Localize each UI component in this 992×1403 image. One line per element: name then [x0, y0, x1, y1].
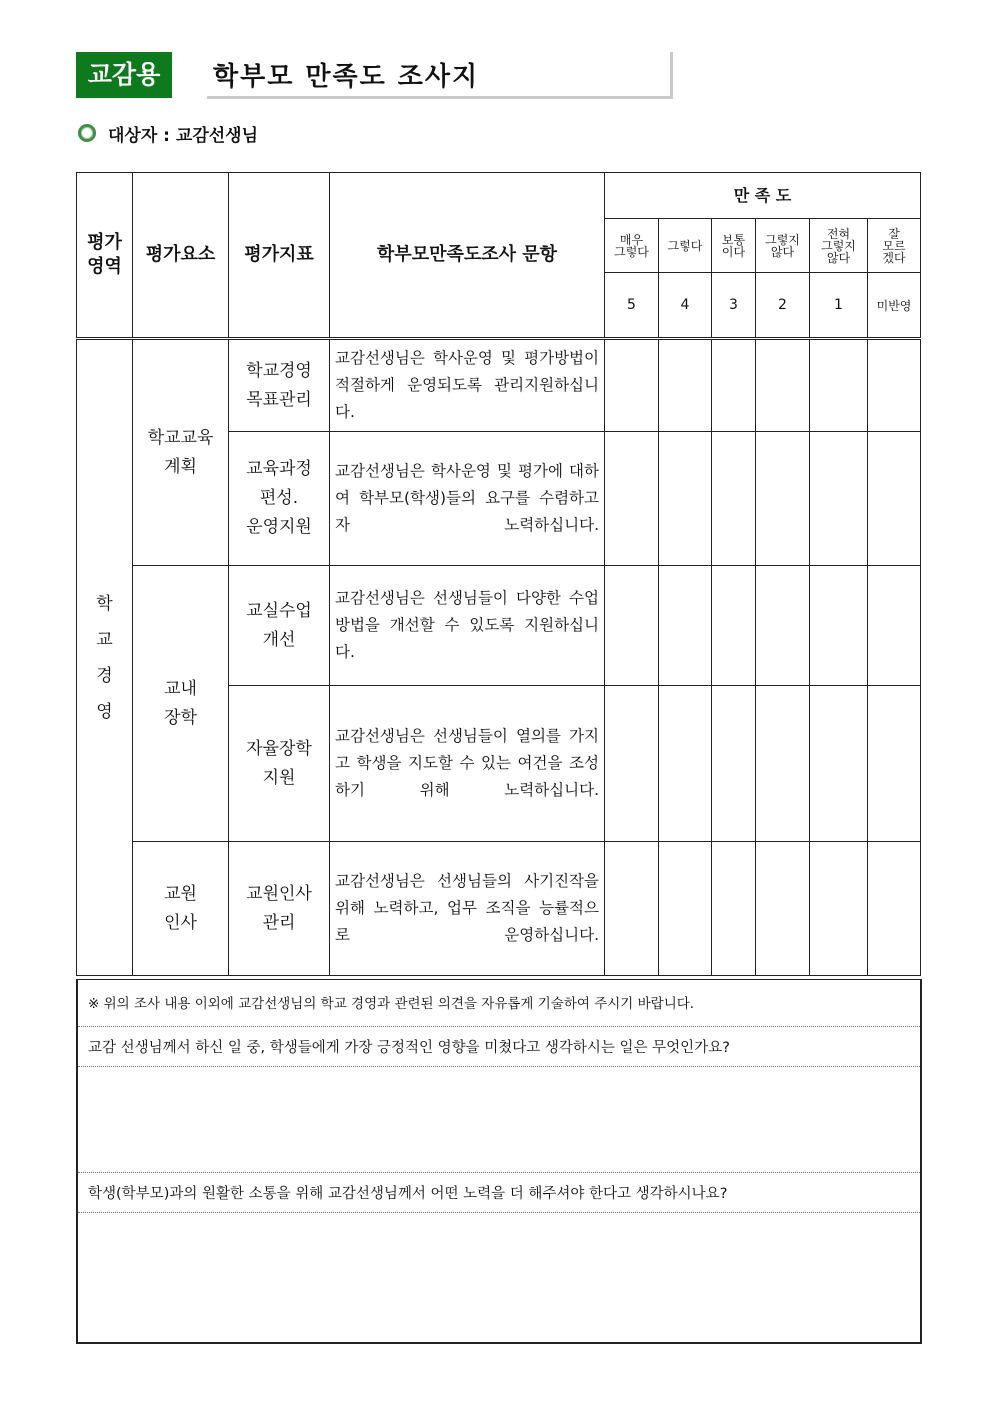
indicator-cell: 학교경영 목표관리 — [229, 339, 330, 432]
comment-question-2: 학생(학부모)과의 원활한 소통을 위해 교감선생님께서 어떤 노력을 더 해주셔야 한다고 생각하시나요? — [88, 1186, 728, 1202]
answer-cell[interactable] — [810, 432, 868, 566]
page-title: 학부모 만족도 조사지 — [213, 62, 480, 92]
answer-cell[interactable] — [868, 566, 921, 686]
scale-score: 미반영 — [868, 273, 921, 339]
document-type-badge: 교감용 — [76, 52, 172, 98]
answer-cell[interactable] — [868, 432, 921, 566]
question-cell: 교감선생님은 선생님들이 열의를 가지고 학생을 지도할 수 있는 여건을 조성하기 위해 노력하십니다. — [330, 686, 605, 842]
answer-cell[interactable] — [659, 432, 712, 566]
area-cell: 학 교 경 영 — [77, 339, 133, 976]
comment-question-1: 교감 선생님께서 하신 일 중, 학생들에게 가장 긍정적인 영향을 미쳤다고 생각하시는 일은 무엇인가요? — [88, 1040, 730, 1056]
indicator-cell: 교실수업 개선 — [229, 566, 330, 686]
answer-cell[interactable] — [756, 842, 810, 976]
scale-label: 잘 모르 겠다 — [868, 219, 921, 273]
answer-cell[interactable] — [868, 339, 921, 432]
comments-section — [76, 979, 922, 1344]
indicator-cell: 자율장학 지원 — [229, 686, 330, 842]
answer-cell[interactable] — [868, 686, 921, 842]
scale-label: 보통 이다 — [712, 219, 756, 273]
question-cell: 교감선생님은 선생님들의 사기진작을 위해 노력하고, 업무 조직을 능률적으로 운영하십니다. — [330, 842, 605, 976]
scale-score: 2 — [756, 273, 810, 339]
answer-cell[interactable] — [756, 432, 810, 566]
answer-cell[interactable] — [712, 432, 756, 566]
indicator-cell: 교원인사 관리 — [229, 842, 330, 976]
element-cell: 교내 장학 — [133, 566, 229, 842]
answer-cell[interactable] — [810, 686, 868, 842]
answer-cell[interactable] — [810, 339, 868, 432]
answer-cell[interactable] — [868, 842, 921, 976]
target-label: 대상자 : 교감선생님 — [108, 125, 259, 146]
answer-cell[interactable] — [712, 686, 756, 842]
question-cell: 교감선생님은 학사운영 및 평가방법이 적절하게 운영되도록 관리지원하십니다. — [330, 339, 605, 432]
answer-cell[interactable] — [659, 339, 712, 432]
element-cell: 교원 인사 — [133, 842, 229, 976]
answer-cell[interactable] — [810, 566, 868, 686]
answer-cell[interactable] — [659, 566, 712, 686]
answer-cell[interactable] — [605, 432, 659, 566]
scale-label: 매우 그렇다 — [605, 219, 659, 273]
scale-label: 그렇다 — [659, 219, 712, 273]
answer-area-1[interactable] — [78, 1067, 920, 1172]
question-cell: 교감선생님은 학사운영 및 평가에 대하여 학부모(학생)들의 요구를 수렴하고자 노력하십니다. — [330, 432, 605, 566]
divider — [78, 1172, 920, 1173]
scale-label: 전혀 그렇지 않다 — [810, 219, 868, 273]
title-box — [207, 52, 673, 99]
answer-cell[interactable] — [756, 566, 810, 686]
answer-cell[interactable] — [712, 566, 756, 686]
answer-cell[interactable] — [756, 339, 810, 432]
comments-note: ※ 위의 조사 내용 이외에 교감선생님의 학교 경영과 관련된 의견을 자유롭게 기술하여 주시기 바랍니다. — [88, 996, 695, 1012]
scale-score: 5 — [605, 273, 659, 339]
answer-cell[interactable] — [810, 842, 868, 976]
header-question: 학부모만족도조사 문항 — [330, 173, 605, 339]
circle-bullet-icon — [78, 124, 96, 142]
scale-label: 그렇지 않다 — [756, 219, 810, 273]
element-cell: 학교교육 계획 — [133, 339, 229, 566]
indicator-cell: 교육과정 편성. 운영지원 — [229, 432, 330, 566]
scale-score: 4 — [659, 273, 712, 339]
target-line — [78, 120, 258, 146]
survey-table — [76, 172, 921, 976]
header-element: 평가요소 — [133, 173, 229, 339]
question-cell: 교감선생님은 선생님들이 다양한 수업 방법을 개선할 수 있도록 지원하십니다. — [330, 566, 605, 686]
answer-cell[interactable] — [605, 339, 659, 432]
answer-area-2[interactable] — [78, 1213, 920, 1342]
scale-score: 3 — [712, 273, 756, 339]
answer-cell[interactable] — [605, 566, 659, 686]
answer-cell[interactable] — [712, 339, 756, 432]
answer-cell[interactable] — [605, 686, 659, 842]
answer-cell[interactable] — [605, 842, 659, 976]
answer-cell[interactable] — [756, 686, 810, 842]
header-area: 평가 영역 — [77, 173, 133, 339]
scale-score: 1 — [810, 273, 868, 339]
answer-cell[interactable] — [659, 686, 712, 842]
header-satisfaction: 만 족 도 — [605, 173, 921, 219]
header-indicator: 평가지표 — [229, 173, 330, 339]
answer-cell[interactable] — [659, 842, 712, 976]
divider — [78, 1026, 920, 1027]
answer-cell[interactable] — [712, 842, 756, 976]
